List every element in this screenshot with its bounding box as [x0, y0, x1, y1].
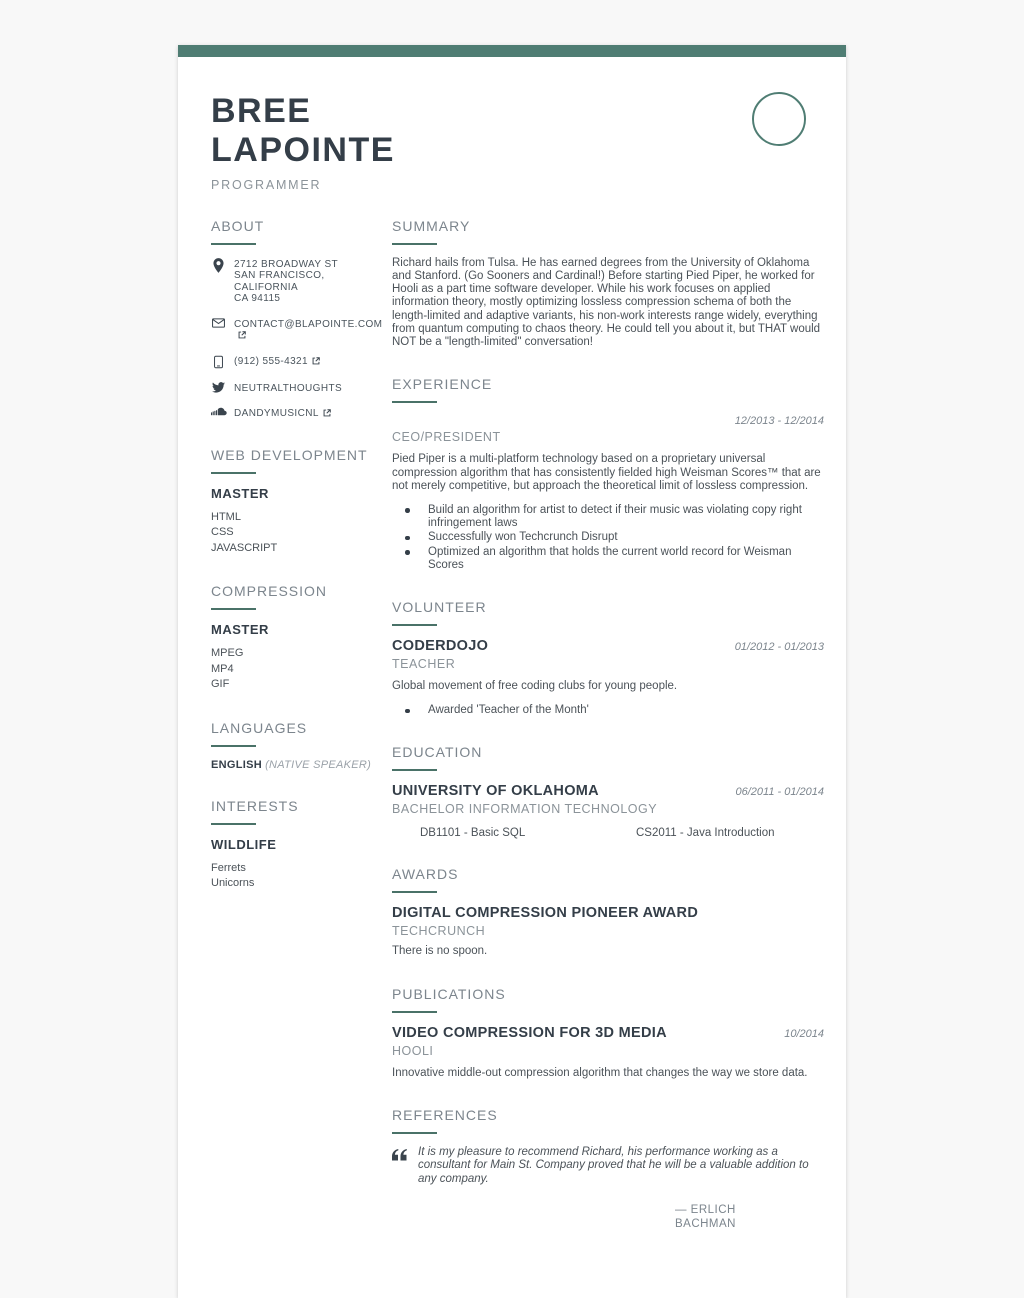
publication-date: 10/2014	[784, 1027, 824, 1040]
section-rule	[392, 769, 437, 771]
quote-icon	[392, 1146, 408, 1187]
course-item: CS2011 - Java Introduction	[636, 827, 775, 840]
references-section	[392, 1107, 824, 1232]
volunteer-section	[392, 599, 824, 717]
reference-quote: It is my pleasure to recommend Richard, his performance working as a consultant for Main St. Company proved that he will be a valuable addition to any company.	[418, 1145, 809, 1185]
section-rule	[392, 1132, 437, 1134]
bullet-item: Successfully won Techcrunch Disrupt	[392, 531, 824, 544]
main-column	[392, 218, 824, 1258]
education-entry-top	[392, 783, 824, 799]
section-rule	[211, 243, 256, 245]
interests-heading: INTERESTS	[211, 797, 299, 814]
section-rule	[392, 243, 437, 245]
bullet-item: Build an algorithm for artist to detect if their music was violating copy right infringement laws	[392, 504, 824, 530]
content-columns	[178, 192, 846, 1258]
skill-item: MPEG	[211, 647, 244, 660]
section-rule	[392, 1011, 437, 1013]
last-name: LAPOINTE	[211, 131, 395, 170]
skill-item: HTML	[211, 510, 241, 523]
experience-bullets	[392, 504, 824, 572]
attribution-line-1: — ERLICH	[674, 1204, 736, 1217]
languages-section	[211, 720, 375, 771]
skill-section-heading: COMPRESSION	[211, 583, 328, 600]
skill-item: CSS	[211, 526, 234, 539]
references-heading: REFERENCES	[392, 1106, 498, 1123]
volunteer-description: Global movement of free coding clubs for young people.	[392, 679, 678, 692]
person-name	[211, 92, 806, 171]
resume-page	[178, 45, 846, 1298]
publications-heading: PUBLICATIONS	[392, 985, 506, 1002]
interest-item: Ferrets	[211, 861, 246, 874]
skill-section-compression	[211, 583, 375, 693]
location-pin-icon	[211, 257, 225, 273]
address-text	[234, 257, 375, 305]
language-line	[211, 759, 375, 771]
education-degree: BACHELOR INFORMATION TECHNOLOGY	[392, 802, 658, 817]
interest-category: WILDLIFE	[211, 836, 277, 852]
publication-publisher: HOOLI	[392, 1043, 434, 1058]
publications-section	[392, 986, 824, 1080]
education-heading: EDUCATION	[392, 744, 483, 761]
volunteer-heading: VOLUNTEER	[392, 598, 487, 615]
about-heading: ABOUT	[211, 217, 265, 234]
skill-item: JAVASCRIPT	[211, 541, 278, 554]
envelope-icon	[211, 317, 225, 328]
soundcloud-handle[interactable]: DANDYMUSICNL	[234, 406, 331, 420]
phone-row[interactable]	[211, 354, 375, 369]
experience-date: 12/2013 - 12/2014	[734, 415, 824, 428]
address-row	[211, 257, 375, 305]
interests-section	[211, 798, 375, 892]
resume-header	[178, 57, 846, 192]
section-rule	[392, 624, 437, 626]
soundcloud-icon	[211, 406, 225, 416]
external-link-icon	[238, 331, 246, 339]
skill-item: GIF	[211, 678, 230, 691]
education-date: 06/2011 - 01/2014	[735, 786, 824, 799]
publication-description: Innovative middle-out compression algorithm that changes the way we store data.	[392, 1066, 808, 1079]
accent-top-bar	[178, 45, 846, 57]
section-rule	[211, 823, 256, 825]
attribution-line-2: BACHMAN	[674, 1217, 736, 1230]
volunteer-bullets	[392, 704, 824, 717]
skill-level: MASTER	[211, 485, 269, 501]
twitter-icon	[211, 381, 225, 393]
awards-heading: AWARDS	[392, 866, 459, 883]
skill-level: MASTER	[211, 622, 269, 638]
education-school: UNIVERSITY OF OKLAHOMA	[392, 783, 599, 800]
address-line-3: CA 94115	[234, 293, 281, 305]
email-text[interactable]: CONTACT@BLAPOINTE.COM	[234, 317, 382, 342]
skill-item: MP4	[211, 662, 234, 675]
section-rule	[392, 891, 437, 893]
address-line-2: SAN FRANCISCO, CALIFORNIA	[234, 270, 325, 293]
experience-entry-top	[392, 415, 824, 427]
twitter-handle[interactable]: NEUTRALTHOUGHTS	[234, 382, 343, 394]
reference-quote-row	[392, 1146, 824, 1187]
external-link-icon	[312, 357, 320, 365]
avatar	[752, 92, 806, 146]
volunteer-role: TEACHER	[392, 656, 456, 671]
address-line-1: 2712 BROADWAY ST	[234, 258, 339, 270]
phone-text[interactable]: (912) 555-4321	[234, 354, 320, 368]
award-issuer: TECHCRUNCH	[392, 924, 486, 939]
course-list	[392, 827, 824, 839]
bullet-item: Awarded 'Teacher of the Month'	[392, 704, 824, 717]
external-link-icon	[323, 409, 331, 417]
experience-heading: EXPERIENCE	[392, 376, 493, 393]
award-description: There is no spoon.	[392, 945, 488, 958]
summary-text: Richard hails from Tulsa. He has earned degrees from the University of Oklahoma and Stanford. (Go Sooners and Cardinal!) Before starting Pied Piper, he worked for Hooli as a part time software developer. While his work focuses on applied information theory, mostly optimizing lossless compression schema of both the length-limited and adaptive variants, his non-work interests range widely, everything from quantum computing to chaos theory. He could tell you about it, but THAT would NOT be a "length-limited" conversation!	[392, 256, 821, 349]
experience-role: CEO/PRESIDENT	[392, 430, 501, 445]
bullet-item: Optimized an algorithm that holds the current world record for Weisman Scores	[392, 546, 824, 572]
language-name: ENGLISH	[211, 758, 262, 771]
skill-section-web-development	[211, 447, 375, 557]
section-rule	[211, 472, 256, 474]
experience-section	[392, 376, 824, 572]
mobile-phone-icon	[211, 354, 225, 369]
about-section	[211, 217, 383, 420]
section-rule	[211, 608, 256, 610]
skill-section-heading: WEB DEVELOPMENT	[211, 446, 368, 463]
section-rule	[392, 401, 437, 403]
interest-item: Unicorns	[211, 877, 255, 890]
awards-section	[392, 866, 824, 958]
reference-attribution	[392, 1204, 824, 1231]
email-row[interactable]	[211, 317, 383, 342]
twitter-row[interactable]	[211, 381, 375, 395]
summary-section	[392, 218, 824, 349]
sidebar	[211, 217, 383, 1258]
course-item: DB1101 - Basic SQL	[420, 827, 526, 840]
languages-heading: LANGUAGES	[211, 719, 308, 736]
job-title: PROGRAMMER	[211, 177, 322, 192]
summary-heading: SUMMARY	[392, 217, 471, 234]
language-note: (NATIVE SPEAKER)	[265, 758, 372, 771]
award-title: DIGITAL COMPRESSION PIONEER AWARD	[392, 905, 699, 922]
section-rule	[211, 745, 256, 747]
education-section	[392, 744, 824, 839]
experience-description: Pied Piper is a multi-platform technology based on a proprietary universal compression algorithm that has consistently fielded high Weisman Scores™ that are not merely competitive, but approach the theoretical limit of lossless compression.	[392, 453, 821, 492]
volunteer-date: 01/2012 - 01/2013	[734, 640, 824, 653]
first-name: BREE	[211, 92, 312, 130]
volunteer-organization: CODERDOJO	[392, 637, 489, 654]
soundcloud-row[interactable]	[211, 406, 375, 420]
volunteer-entry-top	[392, 638, 824, 654]
publication-entry-top	[392, 1025, 824, 1041]
publication-title: VIDEO COMPRESSION FOR 3D MEDIA	[392, 1024, 667, 1041]
